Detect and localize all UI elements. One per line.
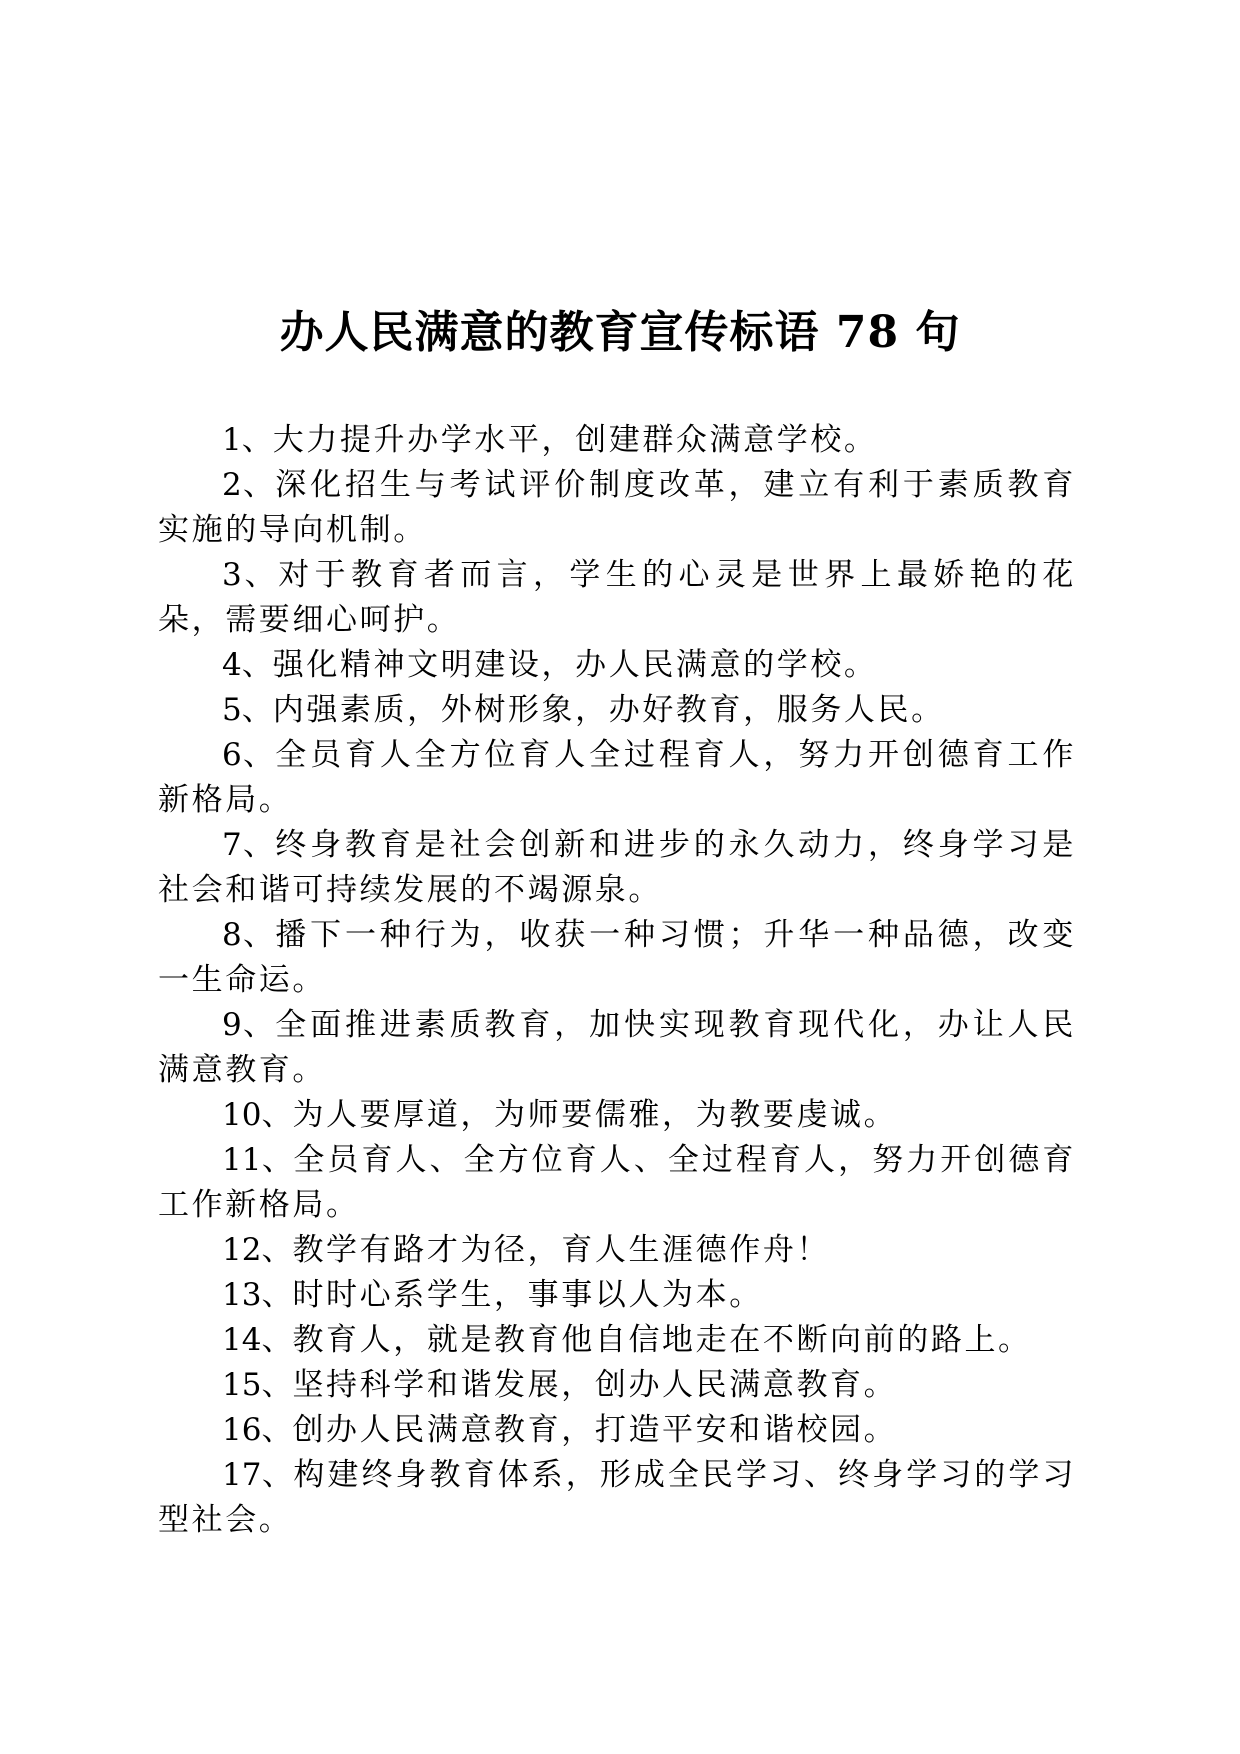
item-text: 教育人，就是教育他自信地走在不断向前的路上。	[292, 1322, 1032, 1358]
item-number: 7、	[222, 827, 276, 863]
list-item	[158, 1138, 1076, 1228]
item-number: 6、	[222, 737, 276, 773]
item-text: 深化招生与考试评价制度改革，建立有利于素质教育实施的导向机制。	[158, 467, 1076, 548]
item-number: 9、	[222, 1007, 276, 1043]
item-text: 终身教育是社会创新和进步的永久动力，终身学习是社会和谐可持续发展的不竭源泉。	[158, 827, 1076, 908]
list-item	[158, 463, 1076, 553]
item-text: 对于教育者而言，学生的心灵是世界上最娇艳的花朵，需要细心呵护。	[158, 557, 1076, 638]
item-number: 8、	[222, 917, 276, 953]
item-number: 10、	[222, 1097, 293, 1133]
slogan-list	[158, 418, 1076, 1543]
item-number: 1、	[222, 422, 273, 458]
item-number: 2、	[222, 467, 276, 503]
list-item	[158, 1228, 1076, 1273]
item-number: 4、	[222, 647, 273, 683]
item-text: 全面推进素质教育，加快实现教育现代化，办让人民满意教育。	[158, 1007, 1076, 1088]
list-item	[158, 553, 1076, 643]
list-item	[158, 1003, 1076, 1093]
list-item	[158, 823, 1076, 913]
item-number: 5、	[222, 692, 273, 728]
item-text: 坚持科学和谐发展，创办人民满意教育。	[292, 1367, 898, 1403]
list-item	[158, 1318, 1076, 1363]
item-text: 创办人民满意教育，打造平安和谐校园。	[292, 1412, 898, 1448]
list-item	[158, 1273, 1076, 1318]
list-item	[158, 1093, 1076, 1138]
item-text: 全员育人全方位育人全过程育人，努力开创德育工作新格局。	[158, 737, 1076, 818]
document-title: 办人民满意的教育宣传标语 78 句	[279, 307, 961, 358]
item-number: 11、	[222, 1142, 294, 1178]
item-number: 15、	[222, 1367, 293, 1403]
item-text: 全员育人、全方位育人、全过程育人，努力开创德育工作新格局。	[158, 1142, 1076, 1223]
item-number: 14、	[222, 1322, 293, 1358]
item-text: 播下一种行为，收获一种习惯；升华一种品德，改变一生命运。	[158, 917, 1076, 998]
list-item	[158, 1363, 1076, 1408]
item-text: 构建终身教育体系，形成全民学习、终身学习的学习型社会。	[158, 1457, 1076, 1538]
list-item	[158, 643, 1076, 688]
list-item	[158, 418, 1076, 463]
item-text: 内强素质，外树形象，办好教育，服务人民。	[272, 692, 945, 728]
list-item	[158, 733, 1076, 823]
item-text: 大力提升办学水平，创建群众满意学校。	[272, 422, 878, 458]
item-text: 时时心系学生，事事以人为本。	[292, 1277, 763, 1313]
item-number: 3、	[222, 557, 279, 593]
list-item	[158, 1453, 1076, 1543]
list-item	[158, 1408, 1076, 1453]
list-item	[158, 913, 1076, 1003]
list-item	[158, 688, 1076, 733]
item-number: 12、	[222, 1232, 293, 1268]
item-number: 16、	[222, 1412, 293, 1448]
item-number: 17、	[222, 1457, 294, 1493]
item-number: 13、	[222, 1277, 293, 1313]
item-text: 强化精神文明建设，办人民满意的学校。	[272, 647, 878, 683]
item-text: 教学有路才为径，育人生涯德作舟！	[292, 1232, 831, 1268]
item-text: 为人要厚道，为师要儒雅，为教要虔诚。	[292, 1097, 898, 1133]
